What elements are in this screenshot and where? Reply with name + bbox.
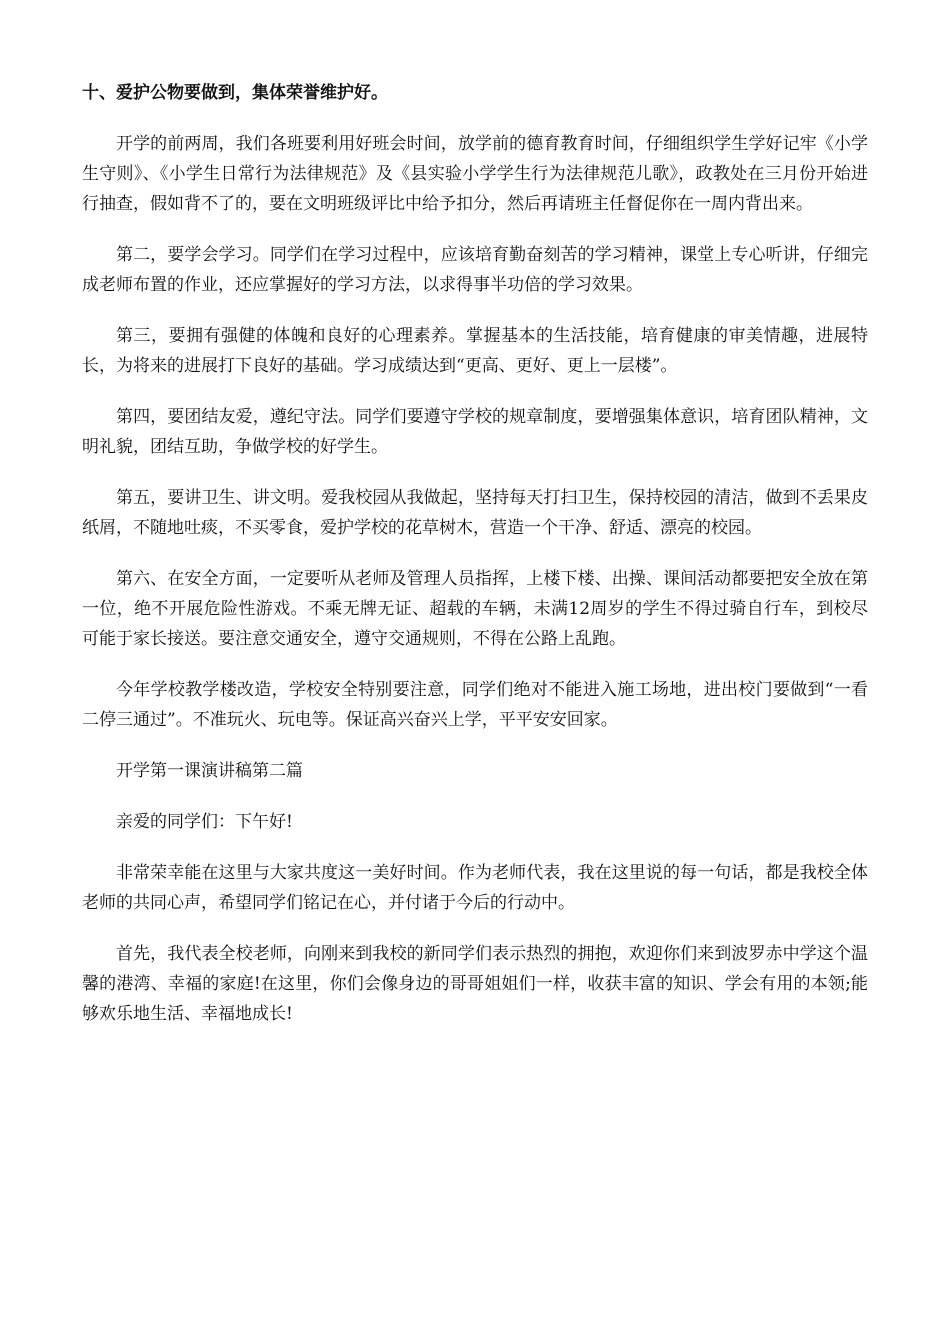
paragraph-study-rules: 开学的前两周，我们各班要利用好班会时间，放学前的德育教育时间，仔细组织学生学好记牢《小学生守则》、《小学生日常行为法律规范》及《县实验小学学生行为法律规范儿歌》，政教处在三月份开始进行抽查，假如背不了的，要在文明班级评比中给予扣分，然后再请班主任督促你在一周内背出来。 <box>82 134 868 214</box>
section-heading: 十、爱护公物要做到，集体荣誉维护好。 <box>82 83 388 103</box>
paragraph-honor: 非常荣幸能在这里与大家共度这一美好时间。作为老师代表，我在这里说的每一句话，都是我校全体老师的共同心声，希望同学们铭记在心，并付诸于今后的行动中。 <box>82 863 868 913</box>
paragraph-construction: 今年学校教学楼改造，学校安全特别要注意，同学们绝对不能进入施工场地，进出校门要做到“一看二停三通过”。不准玩火、玩电等。保证高兴奋兴上学，平平安安回家。 <box>82 680 868 730</box>
paragraph-unity: 第四，要团结友爱，遵纪守法。同学们要遵守学校的规章制度，要增强集体意识，培育团队精神，文明礼貌，团结互助，争做学校的好学生。 <box>82 407 868 457</box>
paragraph-welcome: 首先，我代表全校老师，向刚来到我校的新同学们表示热烈的拥抱，欢迎你们来到波罗赤中学这个温馨的港湾、幸福的家庭!在这里，你们会像身边的哥哥姐姐们一样，收获丰富的知识、学会有用的本领;能够欢乐地生活、幸福地成长! <box>82 944 868 1024</box>
document-page <box>82 78 868 1050</box>
paragraph-learn-to-study: 第二，要学会学习。同学们在学习过程中，应该培育勤奋刻苦的学习精神，课堂上专心听讲，仔细完成老师布置的作业，还应掌握好的学习方法，以求得事半功倍的学习效果。 <box>82 245 868 295</box>
paragraph-greeting: 亲爱的同学们：下午好! <box>116 812 293 832</box>
paragraph-second-speech-title: 开学第一课演讲稿第二篇 <box>116 761 303 781</box>
paragraph-safety: 第六、在安全方面，一定要听从老师及管理人员指挥，上楼下楼、出操、课间活动都要把安全放在第一位，绝不开展危险性游戏。不乘无牌无证、超载的车辆，未满12周岁的学生不得过骑自行车，到校尽可能于家长接送。要注意交通安全，遵守交通规则，不得在公路上乱跑。 <box>82 569 868 649</box>
paragraph-health: 第三，要拥有强健的体魄和良好的心理素养。掌握基本的生活技能，培育健康的审美情趣，进展特长，为将来的进展打下良好的基础。学习成绩达到“更高、更好、更上一层楼”。 <box>82 326 868 376</box>
paragraph-hygiene: 第五，要讲卫生、讲文明。爱我校园从我做起，坚持每天打扫卫生，保持校园的清洁，做到不丢果皮纸屑，不随地吐痰，不买零食，爱护学校的花草树木，营造一个干净、舒适、漂亮的校园。 <box>82 488 868 538</box>
